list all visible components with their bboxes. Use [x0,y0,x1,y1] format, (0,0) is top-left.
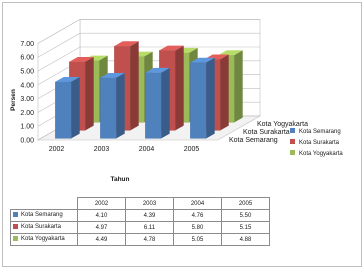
bar-side-face [175,46,183,131]
bar-side-face [220,55,228,131]
y-axis-ticks [20,41,34,145]
table-cell: 5.15 [222,222,270,234]
depth-axis-label: Kota Surakarta [243,129,290,136]
bar-side-face [116,73,124,138]
y-tick-label: 1.00 [20,123,34,131]
bar-side-face [161,68,169,138]
depth-axis-label: Kota Semarang [229,137,278,144]
table-header-cell: 2005 [222,198,270,210]
x-axis-title: Tahun [110,176,130,183]
bar-side-face [85,57,93,130]
table-row [11,222,270,234]
table-cell: 4.39 [126,210,174,222]
bar [100,73,124,138]
legend-label: Kota Yogyakarta [299,151,343,157]
table-row [11,234,270,246]
bar [55,77,79,138]
table-header-cell: 2003 [126,198,174,210]
legend-swatch [290,139,295,144]
bar-side-face [234,50,242,122]
table-cell: 5.80 [174,222,222,234]
table-row [11,210,270,222]
table-header-cell: 2002 [78,198,126,210]
table-corner [11,198,78,210]
table-cell: 4.10 [78,210,126,222]
bar-front-face [190,63,206,139]
y-axis-title: Persen [10,89,17,111]
x-tick-label: 2005 [183,146,200,153]
legend-key-semarang [13,212,18,217]
table-cell: 4.78 [126,234,174,246]
y-tick-label: 7.00 [20,40,34,48]
y-tick-label: 5.00 [20,68,34,76]
table-cell: 4.76 [174,210,222,222]
table-cell: 5.05 [174,234,222,246]
depth-axis-label: Kota Yogyakarta [257,121,308,128]
table-row-label [11,234,78,246]
row-label-text: Kota Semarang [21,212,63,219]
legend [290,128,343,157]
y-tick-label: 3.00 [20,96,34,104]
table-row-label [11,210,78,222]
legend-key-yogyakarta [13,236,18,241]
bar-side-face [130,41,138,130]
row-label-text: Kota Surakarta [21,224,62,231]
table-header-cell: 2004 [174,198,222,210]
bar-front-face [55,82,71,139]
bar-front-face [100,78,116,139]
row-label-text: Kota Yogyakarta [21,236,65,243]
legend-swatch [290,150,295,155]
x-tick-label: 2003 [93,146,110,153]
y-tick-label: 0.00 [20,137,34,145]
table-cell: 4.88 [222,234,270,246]
bar [190,58,214,139]
bar-front-face [145,73,161,139]
table-cell: 5.50 [222,210,270,222]
legend-key-surakarta [13,224,18,229]
legend-label: Kota Surakarta [299,140,340,146]
table-cell: 4.49 [78,234,126,246]
y-tick-label: 2.00 [20,109,34,117]
bar [145,68,169,138]
y-tick-label: 4.00 [20,82,34,90]
table-cell: 6.11 [126,222,174,234]
x-tick-label: 2004 [138,146,155,153]
data-table [10,197,270,246]
legend-label: Kota Semarang [299,129,341,135]
bar-side-face [71,77,79,138]
table-row-label [11,222,78,234]
legend-swatch [290,128,295,133]
table-header-row [11,198,270,210]
x-axis-ticks [49,146,200,153]
y-tick-label: 6.00 [20,54,34,62]
x-tick-label: 2002 [48,146,65,153]
table-cell: 4.97 [78,222,126,234]
bar-side-face [206,58,214,139]
